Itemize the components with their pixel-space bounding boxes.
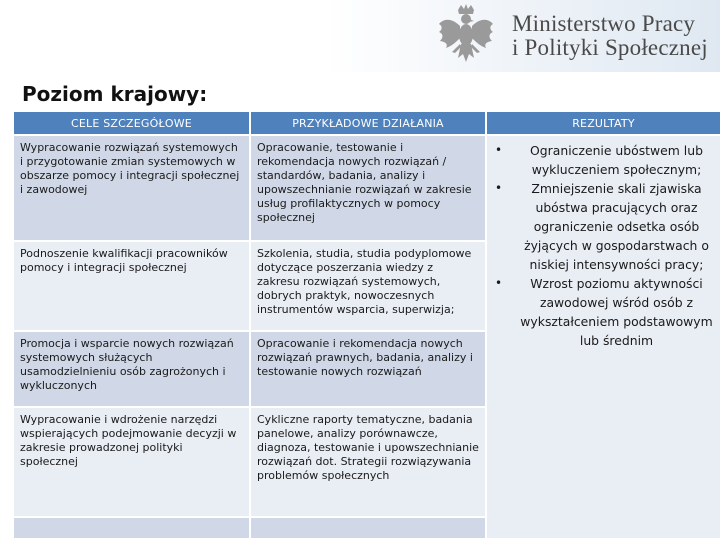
- page-title: Poziom krajowy:: [22, 82, 208, 106]
- action-cell: Opracowanie i rekomendacja nowych rozwiązań prawnych, badania, analizy i testowanie nowych rozwiązań: [250, 331, 486, 407]
- goal-cell: Promocja i wsparcie nowych rozwiązań systemowych służących usamodzielnieniu osób zagrożonych i wykluczonych: [13, 331, 250, 407]
- action-cell: Opracowanie, testowanie i rekomendacja nowych rozwiązań / standardów, badania, analizy i upowszechnianie rozwiązań w zakresie usług profilaktycznych w pomocy społecznej: [250, 135, 486, 241]
- ministry-name-line2: i Polityki Społecznej: [512, 35, 708, 60]
- table-row: [13, 135, 720, 241]
- header-results: REZULTATY: [486, 111, 720, 135]
- header-actions: PRZYKŁADOWE DZIAŁANIA: [250, 111, 486, 135]
- bullet-icon: •: [495, 143, 503, 157]
- goal-cell: Podnoszenie kwalifikacji pracowników pomocy i integracji społecznej: [13, 241, 250, 331]
- action-cell: Cykliczne raporty tematyczne, badania panelowe, analizy porównawcze, diagnoza, testowanie i upowszechnianie rozwiązań dot. Strategii rozwiązywania problemów społecznych: [250, 407, 486, 517]
- bullet-icon: •: [495, 276, 503, 290]
- goal-cell: Wypracowanie rozwiązań systemowych i przygotowanie zmian systemowych w obszarze pomocy i integracji społecznej i zawodowej: [13, 135, 250, 241]
- results-cell: [486, 135, 720, 539]
- ministry-name: [512, 12, 708, 60]
- table-header-row: [13, 111, 720, 135]
- list-item: [493, 274, 714, 350]
- objectives-table: [12, 110, 720, 540]
- list-item: [493, 141, 714, 179]
- polish-eagle-emblem-icon: [436, 4, 496, 68]
- result-text: Wzrost poziomu aktywności zawodowej wśród osób z wykształceniem podstawowym lub średnim: [520, 276, 713, 348]
- list-item: [493, 179, 714, 274]
- result-text: Ograniczenie ubóstwem lub wykluczeniem społecznym;: [530, 143, 703, 177]
- action-cell: [250, 517, 486, 539]
- action-cell: Szkolenia, studia, studia podyplomowe dotyczące poszerzania wiedzy z zakresu rozwiązań systemowych, dobrych praktyk, nowoczesnych instrumentów wsparcia, superwizja;: [250, 241, 486, 331]
- header-goals: CELE SZCZEGÓŁOWE: [13, 111, 250, 135]
- result-text: Zmniejszenie skali zjawiska ubóstwa pracujących oraz ograniczenie odsetka osób żyjących w gospodarstwach o niskiej intensywności pracy;: [524, 181, 709, 272]
- results-list: [493, 141, 714, 350]
- goal-cell: [13, 517, 250, 539]
- ministry-name-line1: Ministerstwo Pracy: [512, 11, 696, 36]
- goal-cell: Wypracowanie i wdrożenie narzędzi wspierających podejmowanie decyzji w zakresie prowadzonej polityki społecznej: [13, 407, 250, 517]
- bullet-icon: •: [495, 181, 503, 195]
